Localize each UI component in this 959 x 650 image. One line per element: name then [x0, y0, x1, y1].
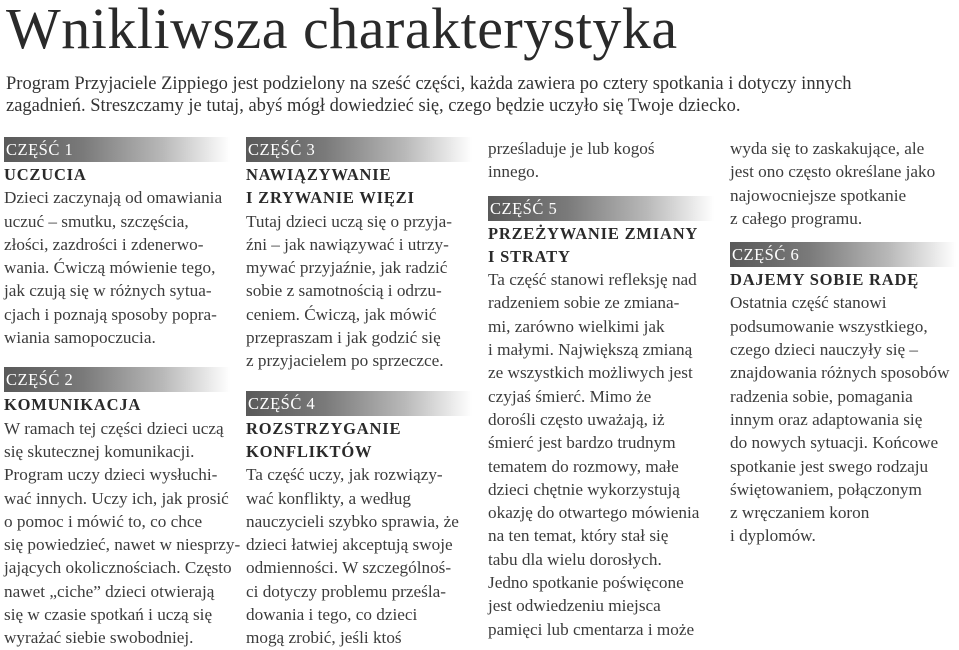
- body-line: dowania i tego, co dzieci: [246, 605, 418, 625]
- section-title: KOMUNIKACJA: [4, 395, 142, 415]
- body-line: Ta część uczy, jak rozwiązy-: [246, 465, 443, 485]
- body-line: mywać przyjaźnie, jak radzić: [246, 258, 448, 278]
- body-line: dzieci łatwiej akceptują swoje: [246, 535, 453, 555]
- section-3: [246, 137, 476, 373]
- body-line: podsumowanie wszystkiego,: [730, 316, 928, 336]
- body-line: okazję do otwartego mówienia: [488, 503, 700, 523]
- section-body: [4, 186, 239, 349]
- body-line: wania. Ćwiczą mówienie tego,: [4, 258, 216, 278]
- body-line: na ten temat, który stał się: [488, 526, 669, 546]
- body-line: źni – jak nawiązywać i utrzy-: [246, 234, 449, 254]
- body-line: i dyplomów.: [730, 526, 816, 546]
- section-body: [488, 137, 720, 184]
- body-line: się skutecznej komunikacji.: [4, 441, 195, 461]
- section-title: I STRATY: [488, 246, 571, 266]
- section-title: PRZEŻYWANIE ZMIANY: [488, 223, 699, 243]
- body-line: mi, zarówno wielkimi jak: [488, 316, 665, 336]
- column-4: [730, 137, 955, 548]
- section-title: ROZSTRZYGANIE: [246, 418, 402, 438]
- body-line: do nowych sytuacji. Końcowe: [730, 433, 939, 453]
- body-line: innego.: [488, 162, 540, 182]
- intro-paragraph: [6, 73, 946, 117]
- body-line: ceniem. Ćwiczą, jak mówić: [246, 304, 437, 324]
- body-line: innym oraz adaptowania się: [730, 409, 923, 429]
- body-line: Jedno spotkanie poświęcone: [488, 573, 684, 593]
- body-line: spotkanie jest swego rodzaju: [730, 456, 929, 476]
- body-line: prześladuje je lub kogoś: [488, 139, 655, 158]
- section-4-continued: [488, 137, 720, 184]
- body-line: z całego programu.: [730, 208, 863, 228]
- body-line: tabu dla wielu dorosłych.: [488, 549, 662, 569]
- body-line: dorośli często uważają, iż: [488, 409, 665, 429]
- body-line: mogą zrobić, jeśli ktoś: [246, 628, 402, 648]
- section-1: [4, 137, 239, 349]
- body-line: wyda się to zaskakujące, ale: [730, 139, 925, 158]
- column-2: [246, 137, 476, 650]
- body-line: wiania samopoczucia.: [4, 328, 156, 348]
- body-line: Dzieci zaczynają od omawiania: [4, 188, 223, 208]
- section-title: UCZUCIA: [4, 165, 87, 184]
- section-label: CZĘŚĆ 6: [730, 242, 956, 267]
- body-line: jest ono często określane jako: [730, 162, 936, 182]
- body-line: sobie z samotnością i odrzu-: [246, 281, 442, 301]
- body-line: Ta część stanowi refleksję nad: [488, 270, 697, 290]
- body-line: W ramach tej części dzieci uczą: [4, 418, 224, 438]
- body-line: radzenia sobie, pomagania: [730, 386, 913, 406]
- section-6: [730, 242, 955, 548]
- body-line: się powiedzieć, nawet w niesprzy-: [4, 535, 241, 555]
- section-body: [730, 137, 955, 230]
- body-line: jak czują się w różnych sytua-: [4, 281, 212, 301]
- column-3: [488, 137, 720, 641]
- body-line: o pomoc i mówić to, co chce: [4, 511, 203, 531]
- section-label: CZĘŚĆ 1: [4, 137, 230, 162]
- body-line: najowocniejsze spotkanie: [730, 185, 907, 205]
- section-label: CZĘŚĆ 4: [246, 391, 472, 416]
- body-line: świętowaniem, połączonym: [730, 479, 922, 499]
- body-line: dzieci chętnie wykorzystują: [488, 479, 680, 499]
- section-4: [246, 391, 476, 650]
- body-line: znajdowania różnych sposobów: [730, 363, 950, 383]
- body-line: cjach i poznają sposoby popra-: [4, 304, 217, 324]
- body-line: nauczycieli szybko sprawia, że: [246, 511, 459, 531]
- section-body: [730, 291, 955, 547]
- body-line: czyjaś śmierć. Mimo że: [488, 386, 652, 406]
- section-title: KONFLIKTÓW: [246, 441, 373, 461]
- section-5-continued: [730, 137, 955, 230]
- body-line: z wręczaniem koron: [730, 503, 870, 523]
- section-body: [246, 210, 476, 373]
- body-line: złości, zazdrości i zdenerwo-: [4, 234, 204, 254]
- section-title: I ZRYWANIE WIĘZI: [246, 188, 415, 208]
- body-line: się w czasie spotkań i uczą się: [4, 605, 213, 625]
- section-title: NAWIĄZYWANIE: [246, 165, 392, 184]
- body-line: radzeniem sobie ze zmiana-: [488, 293, 680, 313]
- page-title: Wnikliwsza charakterystyka: [6, 0, 678, 61]
- section-label: CZĘŚĆ 5: [488, 196, 714, 221]
- section-title: DAJEMY SOBIE RADĘ: [730, 270, 920, 290]
- body-line: uczuć – smutku, szczęścia,: [4, 211, 189, 231]
- section-label: CZĘŚĆ 3: [246, 137, 472, 162]
- body-line: jających okolicznościach. Często: [4, 558, 232, 578]
- intro-line: zagadnień. Streszczamy je tutaj, abyś mógł dowiedzieć się, czego będzie uczyło się Twoje dziecko.: [6, 96, 741, 116]
- section-body: [246, 463, 476, 649]
- body-line: z przyjacielem po sprzeczce.: [246, 351, 444, 371]
- body-line: przepraszam i jak godzić się: [246, 328, 441, 348]
- intro-line: Program Przyjaciele Zippiego jest podzielony na sześć części, każda zawiera po cztery spotkania i dotyczy innych: [6, 74, 852, 94]
- body-line: śmierć jest bardzo trudnym: [488, 433, 676, 453]
- body-line: Ostatnia część stanowi: [730, 293, 887, 313]
- body-line: ze wszystkich możliwych jest: [488, 363, 693, 383]
- body-line: nawet „ciche” dzieci otwierają: [4, 581, 215, 601]
- section-body: [488, 268, 720, 641]
- body-line: Tutaj dzieci uczą się o przyja-: [246, 211, 453, 231]
- body-line: odmienności. W szczególnoś-: [246, 558, 452, 578]
- body-line: ci dotyczy problemu prześla-: [246, 581, 446, 601]
- body-line: Program uczy dzieci wysłuchi-: [4, 465, 218, 485]
- section-body: [4, 417, 239, 650]
- body-line: i małymi. Największą zmianą: [488, 340, 693, 360]
- body-line: wać konflikty, a według: [246, 488, 411, 508]
- body-line: jest odwiedzeniu miejsca: [488, 596, 661, 616]
- section-label: CZĘŚĆ 2: [4, 367, 230, 392]
- body-line: pamięci lub cmentarza i może: [488, 619, 695, 639]
- body-line: czego dzieci nauczyły się –: [730, 340, 919, 360]
- section-5: [488, 196, 720, 641]
- section-2: [4, 367, 239, 649]
- body-line: tematem do rozmowy, małe: [488, 456, 679, 476]
- column-1: [4, 137, 239, 650]
- body-line: wać innych. Uczy ich, jak prosić: [4, 488, 229, 508]
- body-line: wyrażać siebie swobodniej.: [4, 628, 194, 648]
